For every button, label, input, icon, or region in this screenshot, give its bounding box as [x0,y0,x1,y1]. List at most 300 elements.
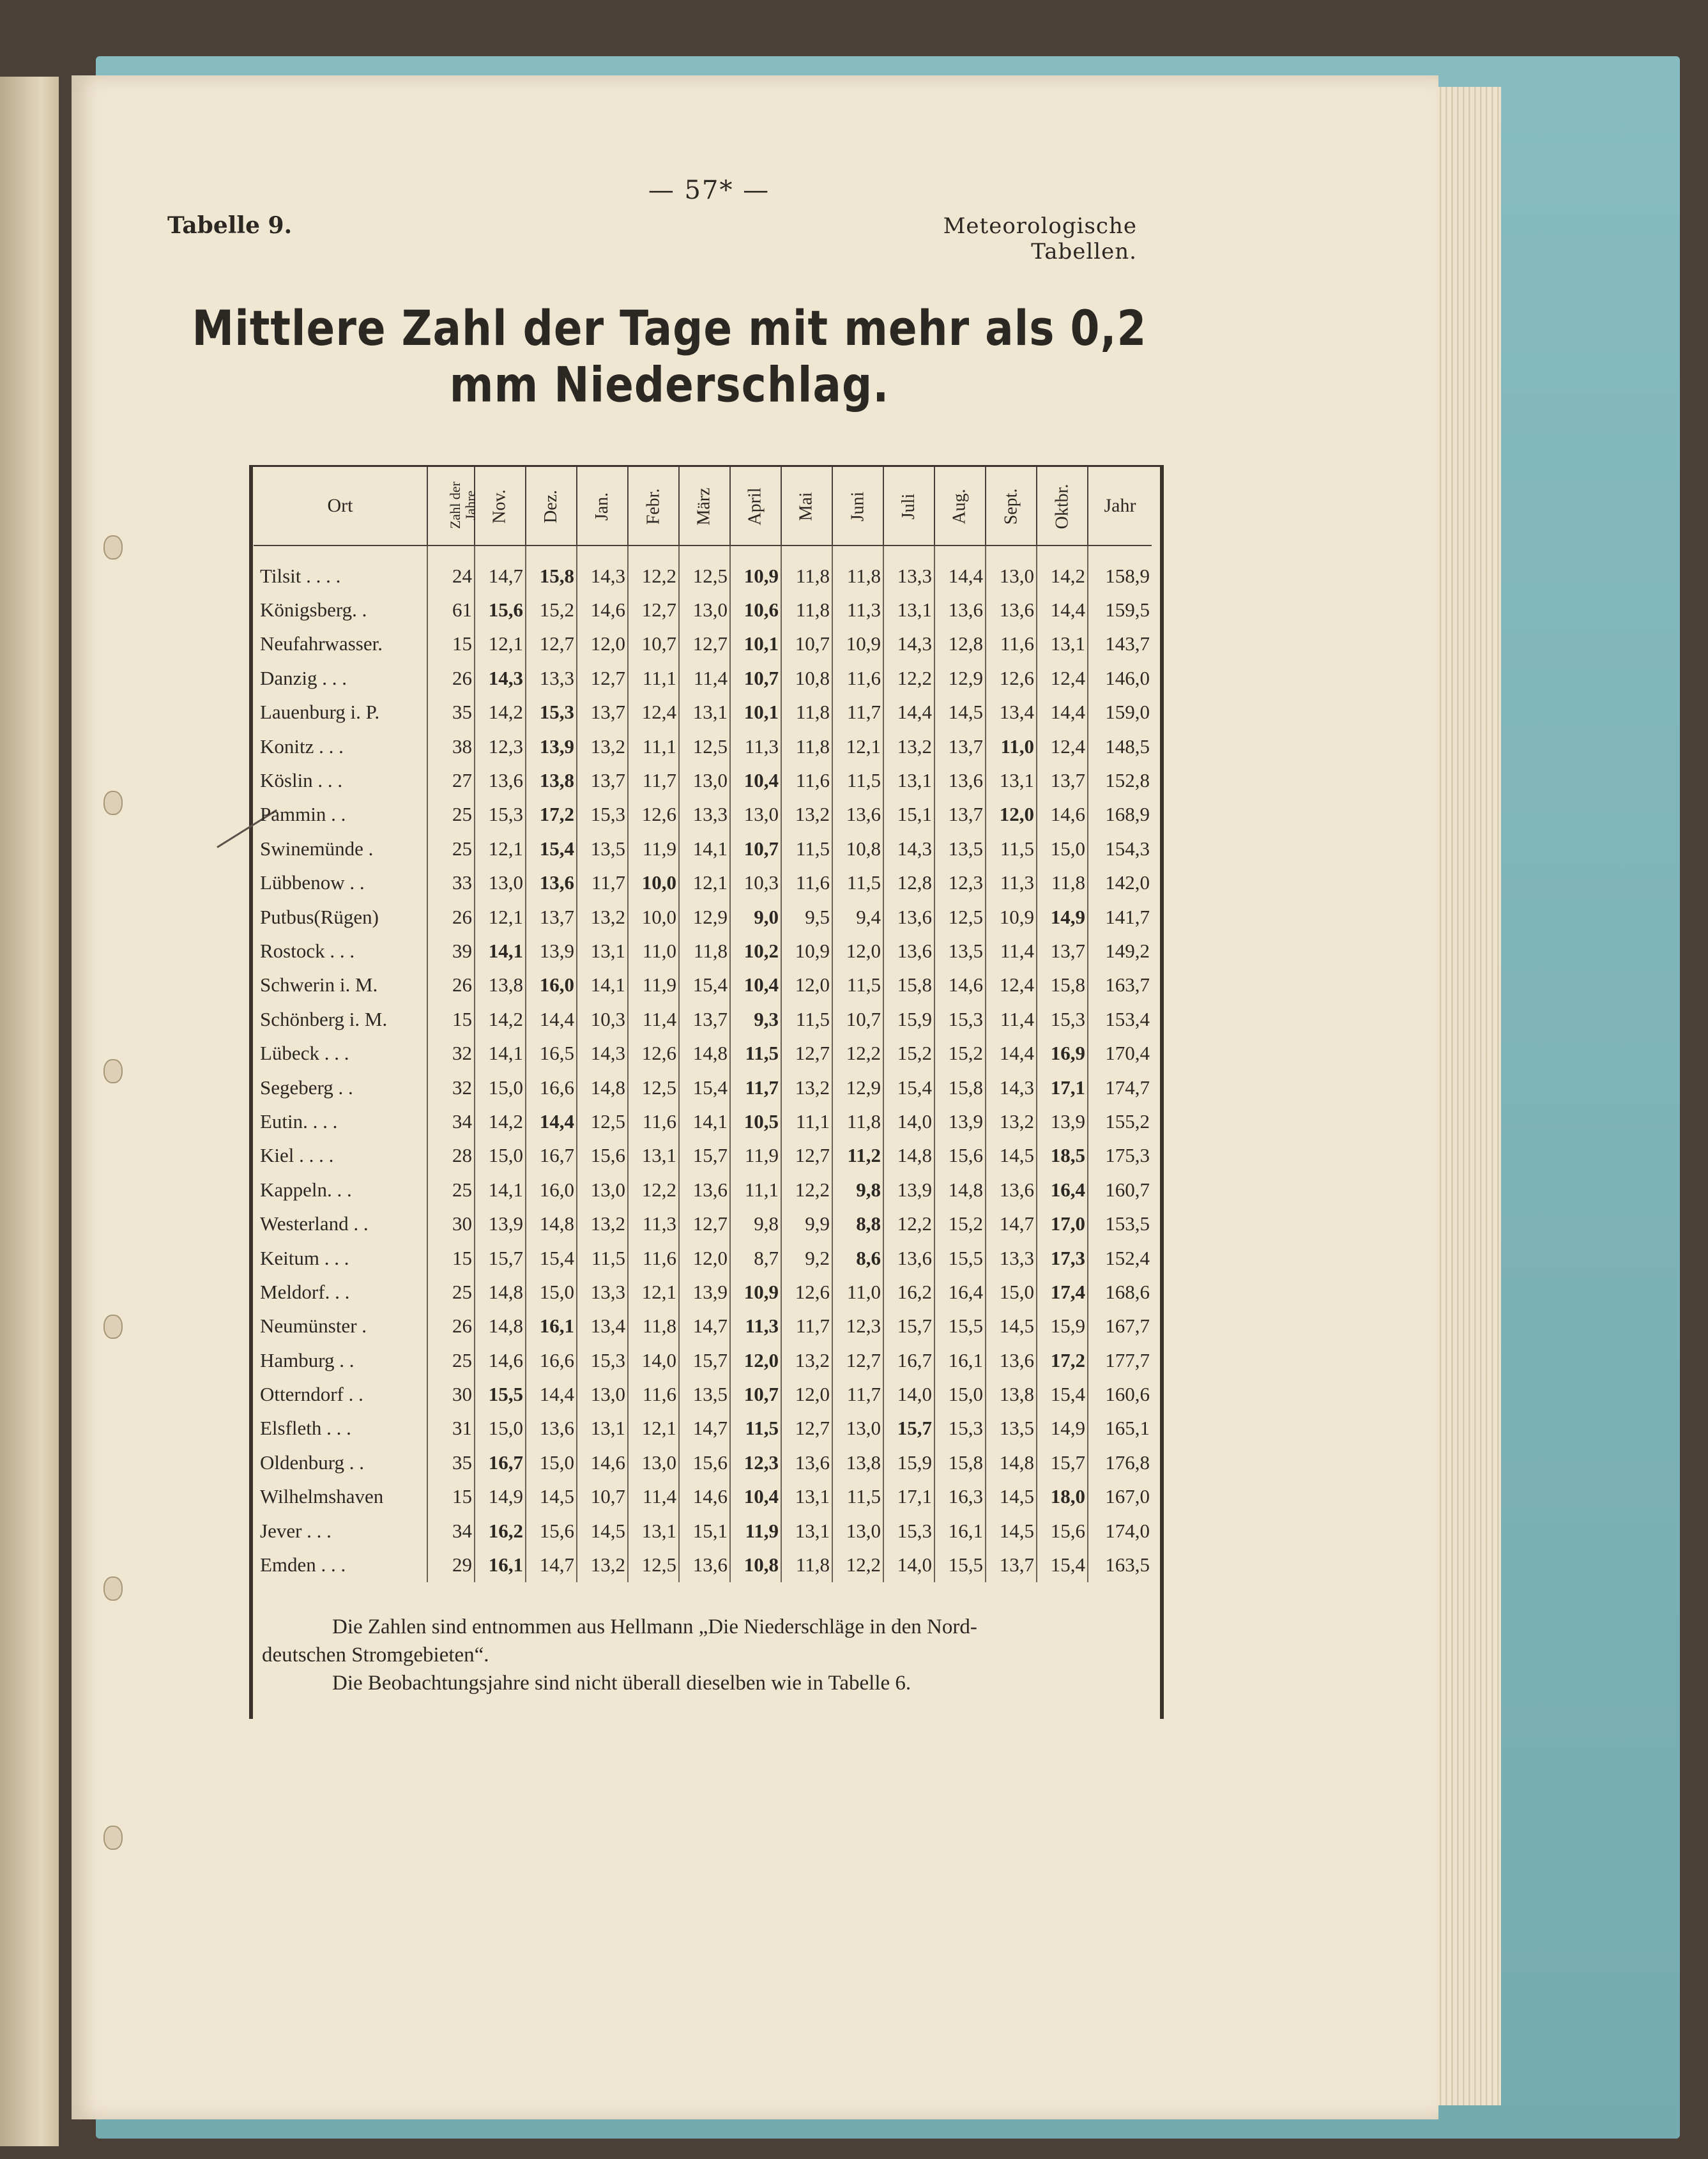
value-cell: 13,6 [679,1548,730,1582]
value-cell: 10,9 [781,934,832,968]
value-cell: 11,4 [679,661,730,695]
value-cell: 152,4 [1088,1241,1152,1275]
value-cell: 14,4 [526,1104,577,1138]
column-header: März [679,467,730,545]
station-name: Lübeck . . . [260,1042,349,1065]
years-cell: 25 [427,798,475,832]
value-cell: 159,5 [1088,593,1152,627]
value-cell: 13,6 [475,763,526,797]
value-cell: 9,9 [781,1207,832,1240]
value-cell: 13,0 [679,593,730,627]
page-number: — 57* — [648,176,770,205]
value-cell: 12,7 [781,1036,832,1070]
value-cell: 13,0 [577,1173,628,1207]
station-name: Kiel . . . . [260,1144,334,1167]
years-cell: 38 [427,729,475,763]
column-header: Zahl der Jahre [427,467,475,545]
value-cell: 10,8 [730,1548,781,1582]
value-cell: 160,7 [1088,1173,1152,1207]
column-header: Sept. [986,467,1037,545]
value-cell: 11,6 [781,763,832,797]
station-name: Wilhelmshaven [260,1485,384,1508]
value-cell: 9,8 [832,1173,883,1207]
table-row [254,1139,1152,1173]
value-cell: 14,6 [577,1446,628,1479]
station-name: Segeberg . . [260,1076,353,1099]
precipitation-table [254,467,1152,1582]
value-cell: 12,6 [628,1036,679,1070]
value-cell: 10,3 [730,866,781,900]
value-cell: 15,8 [934,1071,986,1104]
value-cell: 11,8 [628,1309,679,1343]
value-cell: 14,3 [986,1071,1037,1104]
value-cell: 143,7 [1088,627,1152,661]
value-cell: 14,0 [628,1343,679,1377]
value-cell: 15,8 [934,1446,986,1479]
value-cell: 11,9 [730,1514,781,1548]
years-cell: 34 [427,1514,475,1548]
footnote [262,1613,1143,1697]
value-cell: 15,9 [1037,1309,1088,1343]
value-cell: 155,2 [1088,1104,1152,1138]
value-cell: 13,2 [577,1207,628,1240]
table-row [254,1036,1152,1070]
years-cell: 25 [427,1275,475,1309]
value-cell: 9,8 [730,1207,781,1240]
page-title: Mittlere Zahl der Tage mit mehr als 0,2 mm Niederschlag. [192,300,1147,414]
value-cell: 13,1 [986,763,1037,797]
value-cell: 12,0 [832,934,883,968]
binding-stitch [103,535,123,560]
value-cell: 11,4 [986,934,1037,968]
value-cell: 16,1 [475,1548,526,1582]
value-cell: 10,6 [730,593,781,627]
value-cell: 13,1 [883,593,934,627]
value-cell: 10,9 [986,900,1037,934]
value-cell: 15,3 [577,1343,628,1377]
years-cell: 15 [427,1480,475,1514]
value-cell: 12,2 [832,1548,883,1582]
value-cell: 18,0 [1037,1480,1088,1514]
station-name: Königsberg. . [260,599,367,622]
value-cell: 11,8 [781,593,832,627]
value-cell: 14,2 [475,1002,526,1036]
value-cell: 16,7 [526,1139,577,1173]
value-cell: 14,4 [986,1036,1037,1070]
value-cell: 15,0 [934,1377,986,1411]
value-cell: 12,2 [781,1173,832,1207]
value-cell: 13,0 [832,1412,883,1446]
binding-stitch [103,1315,123,1339]
value-cell: 13,3 [883,545,934,593]
value-cell: 12,3 [475,729,526,763]
value-cell: 10,9 [730,545,781,593]
value-cell: 16,4 [934,1275,986,1309]
value-cell: 14,7 [679,1412,730,1446]
value-cell: 17,2 [526,798,577,832]
station-name: Otterndorf . . [260,1383,363,1406]
years-cell: 25 [427,1343,475,1377]
value-cell: 15,0 [475,1139,526,1173]
value-cell: 14,7 [986,1207,1037,1240]
value-cell: 14,8 [934,1173,986,1207]
value-cell: 12,8 [883,866,934,900]
value-cell: 11,6 [986,627,1037,661]
value-cell: 10,5 [730,1104,781,1138]
value-cell: 13,1 [781,1514,832,1548]
value-cell: 12,4 [1037,661,1088,695]
value-cell: 13,6 [781,1446,832,1479]
value-cell: 13,7 [934,798,986,832]
value-cell: 152,8 [1088,763,1152,797]
value-cell: 167,7 [1088,1309,1152,1343]
value-cell: 13,0 [986,545,1037,593]
value-cell: 11,6 [781,866,832,900]
value-cell: 11,0 [986,729,1037,763]
value-cell: 14,6 [475,1343,526,1377]
value-cell: 11,8 [781,545,832,593]
value-cell: 11,7 [832,696,883,729]
station-name: Tilsit . . . . [260,564,341,587]
value-cell: 13,0 [832,1514,883,1548]
value-cell: 12,2 [628,545,679,593]
value-cell: 11,5 [986,832,1037,866]
years-cell: 30 [427,1377,475,1411]
value-cell: 15,7 [475,1241,526,1275]
value-cell: 12,4 [986,968,1037,1002]
value-cell: 11,8 [832,1104,883,1138]
value-cell: 15,6 [577,1139,628,1173]
value-cell: 11,5 [832,968,883,1002]
value-cell: 12,1 [628,1275,679,1309]
years-cell: 28 [427,1139,475,1173]
years-cell: 26 [427,968,475,1002]
value-cell: 13,9 [1037,1104,1088,1138]
value-cell: 13,0 [679,763,730,797]
value-cell: 11,6 [832,661,883,695]
value-cell: 16,2 [883,1275,934,1309]
value-cell: 11,5 [730,1036,781,1070]
value-cell: 13,6 [526,1412,577,1446]
value-cell: 153,5 [1088,1207,1152,1240]
value-cell: 13,9 [679,1275,730,1309]
station-name: Westerland . . [260,1212,369,1235]
value-cell: 15,9 [883,1002,934,1036]
value-cell: 14,4 [1037,593,1088,627]
value-cell: 12,7 [577,661,628,695]
value-cell: 14,9 [1037,1412,1088,1446]
value-cell: 12,7 [832,1343,883,1377]
value-cell: 16,6 [526,1343,577,1377]
value-cell: 10,0 [628,900,679,934]
value-cell: 12,5 [934,900,986,934]
value-cell: 10,4 [730,968,781,1002]
value-cell: 14,3 [883,832,934,866]
table-row [254,1514,1152,1548]
table-row [254,1241,1152,1275]
value-cell: 153,4 [1088,1002,1152,1036]
value-cell: 17,1 [1037,1071,1088,1104]
value-cell: 11,8 [1037,866,1088,900]
table-row [254,545,1152,593]
binding-stitch [103,1576,123,1601]
value-cell: 14,5 [577,1514,628,1548]
table-row [254,832,1152,866]
value-cell: 13,9 [526,934,577,968]
table-row [254,627,1152,661]
table-row [254,968,1152,1002]
value-cell: 15,1 [883,798,934,832]
value-cell: 12,1 [679,866,730,900]
value-cell: 11,8 [679,934,730,968]
value-cell: 14,0 [883,1377,934,1411]
table-row [254,1002,1152,1036]
value-cell: 14,3 [577,1036,628,1070]
value-cell: 14,4 [934,545,986,593]
station-name: Pammin . . [260,803,346,826]
table-row [254,1071,1152,1104]
value-cell: 12,7 [628,593,679,627]
column-header-ort: Ort [254,467,427,545]
value-cell: 15,4 [679,968,730,1002]
value-cell: 14,7 [526,1548,577,1582]
table-row [254,1275,1152,1309]
value-cell: 13,6 [986,1173,1037,1207]
value-cell: 13,5 [986,1412,1037,1446]
value-cell: 14,1 [577,968,628,1002]
value-cell: 10,7 [730,1377,781,1411]
years-cell: 32 [427,1036,475,1070]
value-cell: 13,9 [934,1104,986,1138]
column-header: Jahr [1088,467,1152,545]
value-cell: 15,7 [679,1139,730,1173]
value-cell: 15,6 [1037,1514,1088,1548]
station-name: Kappeln. . . [260,1178,352,1201]
value-cell: 10,7 [628,627,679,661]
value-cell: 12,1 [832,729,883,763]
value-cell: 13,5 [934,832,986,866]
table-row [254,763,1152,797]
value-cell: 13,1 [679,696,730,729]
value-cell: 13,2 [781,1071,832,1104]
value-cell: 11,5 [832,866,883,900]
station-name: Neufahrwasser. [260,632,383,655]
station-name: Lübbenow . . [260,871,365,894]
value-cell: 14,8 [679,1036,730,1070]
value-cell: 163,7 [1088,968,1152,1002]
value-cell: 13,6 [883,934,934,968]
value-cell: 10,3 [577,1002,628,1036]
value-cell: 13,1 [628,1514,679,1548]
table-row [254,798,1152,832]
value-cell: 13,4 [577,1309,628,1343]
value-cell: 14,2 [475,1104,526,1138]
value-cell: 13,8 [475,968,526,1002]
value-cell: 14,1 [475,1036,526,1070]
value-cell: 13,0 [475,866,526,900]
value-cell: 12,4 [628,696,679,729]
value-cell: 16,1 [526,1309,577,1343]
value-cell: 13,6 [883,1241,934,1275]
years-cell: 61 [427,593,475,627]
value-cell: 17,0 [1037,1207,1088,1240]
value-cell: 11,1 [781,1104,832,1138]
table-row [254,934,1152,968]
value-cell: 15,1 [679,1514,730,1548]
value-cell: 13,7 [986,1548,1037,1582]
station-name: Lauenburg i. P. [260,701,380,724]
value-cell: 141,7 [1088,900,1152,934]
value-cell: 15,6 [934,1139,986,1173]
value-cell: 146,0 [1088,661,1152,695]
value-cell: 13,2 [577,1548,628,1582]
value-cell: 15,5 [475,1377,526,1411]
value-cell: 13,5 [679,1377,730,1411]
value-cell: 11,3 [730,729,781,763]
value-cell: 11,8 [832,545,883,593]
table-row [254,1309,1152,1343]
value-cell: 11,4 [628,1480,679,1514]
value-cell: 12,2 [832,1036,883,1070]
value-cell: 10,7 [730,832,781,866]
table-row [254,696,1152,729]
value-cell: 15,3 [1037,1002,1088,1036]
value-cell: 15,2 [934,1207,986,1240]
value-cell: 15,4 [526,832,577,866]
table-row [254,1548,1152,1582]
value-cell: 15,3 [526,696,577,729]
value-cell: 13,1 [781,1480,832,1514]
value-cell: 15,3 [934,1002,986,1036]
value-cell: 15,7 [1037,1446,1088,1479]
table-row [254,1480,1152,1514]
table-row [254,1377,1152,1411]
value-cell: 11,8 [781,1548,832,1582]
value-cell: 12,1 [475,832,526,866]
value-cell: 15,0 [1037,832,1088,866]
value-cell: 15,8 [883,968,934,1002]
station-name: Keitum . . . [260,1246,349,1269]
years-cell: 35 [427,1446,475,1479]
value-cell: 14,5 [986,1480,1037,1514]
value-cell: 13,0 [577,1377,628,1411]
value-cell: 16,0 [526,968,577,1002]
value-cell: 14,8 [577,1071,628,1104]
value-cell: 15,0 [475,1412,526,1446]
value-cell: 16,2 [475,1514,526,1548]
table-header-row [254,467,1152,545]
years-cell: 32 [427,1071,475,1104]
value-cell: 11,5 [781,1002,832,1036]
value-cell: 10,2 [730,934,781,968]
value-cell: 14,4 [883,696,934,729]
value-cell: 12,4 [1037,729,1088,763]
value-cell: 12,2 [628,1173,679,1207]
value-cell: 14,1 [475,934,526,968]
value-cell: 14,5 [526,1480,577,1514]
value-cell: 13,7 [1037,763,1088,797]
value-cell: 13,6 [832,798,883,832]
left-page-edge [0,77,59,2146]
value-cell: 15,5 [934,1241,986,1275]
years-cell: 30 [427,1207,475,1240]
value-cell: 13,4 [986,696,1037,729]
value-cell: 11,6 [628,1377,679,1411]
years-cell: 15 [427,1241,475,1275]
value-cell: 15,4 [883,1071,934,1104]
value-cell: 11,0 [628,934,679,968]
value-cell: 14,3 [883,627,934,661]
column-header: April [730,467,781,545]
value-cell: 15,3 [934,1412,986,1446]
column-header: Febr. [628,467,679,545]
value-cell: 15,7 [883,1309,934,1343]
value-cell: 11,5 [832,1480,883,1514]
value-cell: 14,5 [986,1514,1037,1548]
station-name: Köslin . . . [260,769,343,792]
value-cell: 14,8 [475,1275,526,1309]
value-cell: 12,5 [577,1104,628,1138]
table-row [254,729,1152,763]
value-cell: 13,6 [526,866,577,900]
value-cell: 15,0 [526,1446,577,1479]
column-header: Aug. [934,467,986,545]
value-cell: 14,3 [577,545,628,593]
value-cell: 13,1 [1037,627,1088,661]
value-cell: 11,1 [730,1173,781,1207]
value-cell: 12,7 [679,627,730,661]
value-cell: 13,1 [577,1412,628,1446]
value-cell: 13,2 [577,900,628,934]
table-row [254,866,1152,900]
value-cell: 13,3 [986,1241,1037,1275]
value-cell: 10,7 [577,1480,628,1514]
value-cell: 12,6 [781,1275,832,1309]
value-cell: 14,9 [475,1480,526,1514]
years-cell: 25 [427,832,475,866]
value-cell: 11,7 [577,866,628,900]
value-cell: 12,1 [628,1412,679,1446]
value-cell: 13,7 [679,1002,730,1036]
station-name: Schönberg i. M. [260,1007,388,1030]
station-name: Swinemünde . [260,837,374,860]
value-cell: 10,4 [730,763,781,797]
value-cell: 16,1 [934,1514,986,1548]
value-cell: 12,7 [781,1412,832,1446]
value-cell: 13,7 [526,900,577,934]
table-row [254,1173,1152,1207]
value-cell: 12,9 [679,900,730,934]
value-cell: 16,6 [526,1071,577,1104]
value-cell: 13,7 [577,763,628,797]
value-cell: 13,9 [475,1207,526,1240]
section-label: Meteorologische Tabellen. [943,213,1137,264]
value-cell: 12,7 [679,1207,730,1240]
value-cell: 13,3 [577,1275,628,1309]
value-cell: 168,9 [1088,798,1152,832]
value-cell: 176,8 [1088,1446,1152,1479]
value-cell: 170,4 [1088,1036,1152,1070]
value-cell: 12,8 [934,627,986,661]
binding-stitch [103,1059,123,1083]
value-cell: 12,0 [730,1343,781,1377]
value-cell: 13,9 [883,1173,934,1207]
value-cell: 14,4 [526,1002,577,1036]
value-cell: 13,8 [832,1446,883,1479]
table-row [254,661,1152,695]
column-header: Mai [781,467,832,545]
value-cell: 9,0 [730,900,781,934]
